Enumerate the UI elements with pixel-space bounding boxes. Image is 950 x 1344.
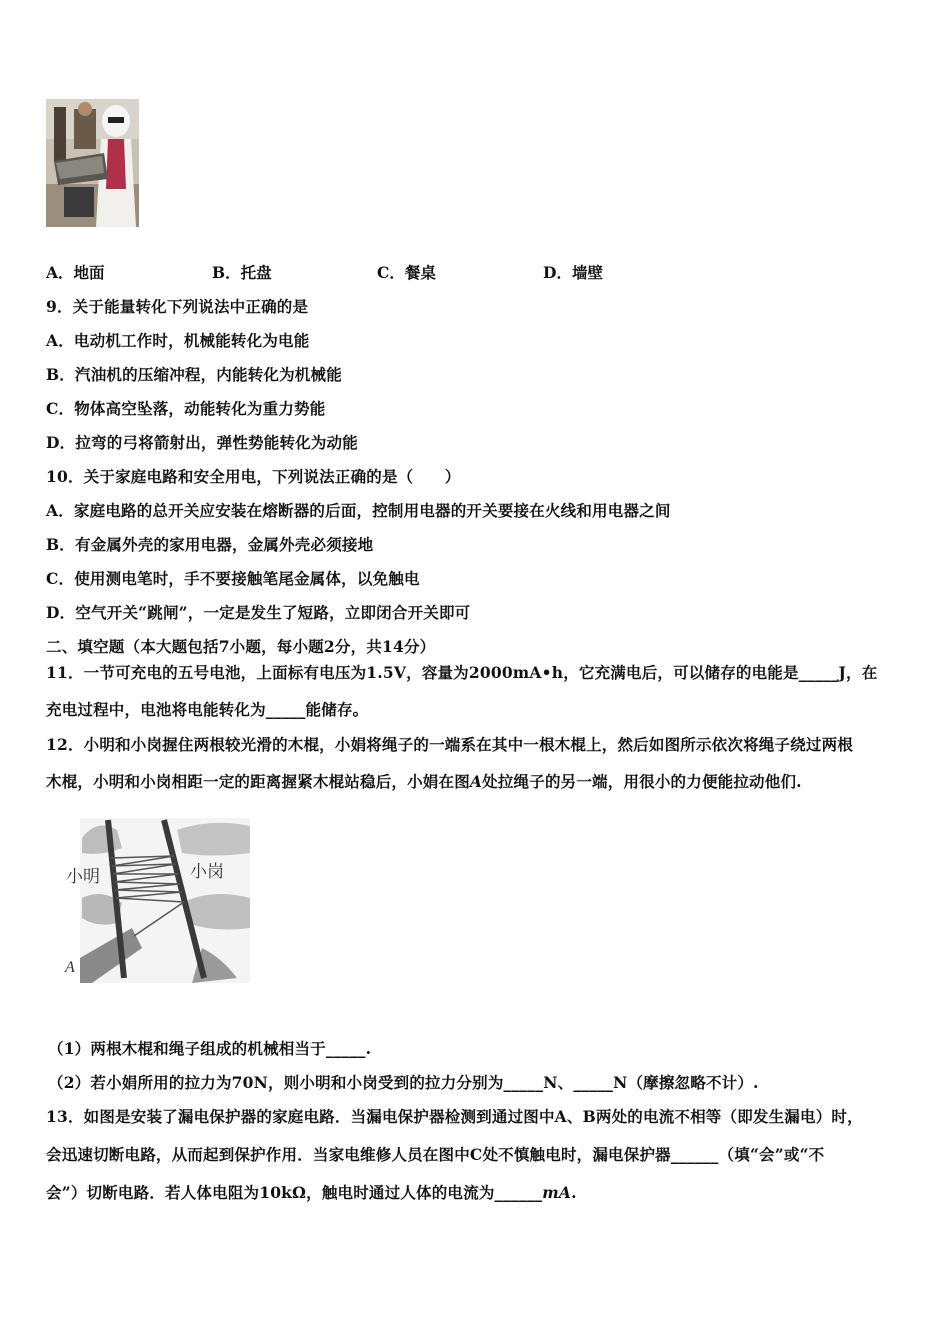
- q10-option-a: A．家庭电路的总开关应安装在熔断器的后面，控制用电器的开关要接在火线和用电器之间: [46, 501, 671, 520]
- robot-waiter-photo: [46, 99, 139, 227]
- q13-line2: 会迅速切断电路，从而起到保护作用．当家电维修人员在图中C处不慎触电时，漏电保护器______（填“会”或“不: [46, 1145, 825, 1164]
- q9-stem: 9．关于能量转化下列说法中正确的是: [46, 297, 309, 316]
- q12-sub2: （2）若小娟所用的拉力为70N，则小明和小岗受到的拉力分别为_____N、_____N（摩擦忽略不计）.: [48, 1073, 759, 1092]
- figure-label-xiaogang: 小岗: [190, 862, 224, 882]
- q12-line2: 木棍，小明和小岗相距一定的距离握紧木棍站稳后，小娟在图A处拉绳子的另一端，用很小的力便能拉动他们.: [46, 772, 802, 791]
- q8-option-d: D．墙壁: [543, 263, 603, 282]
- figure-label-a: A: [65, 959, 75, 976]
- q9-option-c: C．物体高空坠落，动能转化为重力势能: [46, 399, 326, 418]
- rope-sticks-figure: [62, 818, 250, 983]
- q10-option-b: B．有金属外壳的家用电器，金属外壳必须接地: [46, 535, 374, 554]
- q10-option-d: D．空气开关“跳闸”，一定是发生了短路，立即闭合开关即可: [46, 603, 471, 622]
- q12-line1: 12．小明和小岗握住两根较光滑的木棍，小娟将绳子的一端系在其中一根木棍上，然后如图所示依次将绳子绕过两根: [46, 735, 853, 754]
- q11-line1: 11．一节可充电的五号电池，上面标有电压为1.5V，容量为2000mA•h，它充满电后，可以储存的电能是_____J，在: [46, 663, 878, 682]
- q11-line2: 充电过程中，电池将电能转化为_____能储存。: [46, 700, 369, 719]
- section-heading: 二、填空题（本大题包括7小题，每小题2分，共14分）: [46, 637, 436, 656]
- q9-option-a: A．电动机工作时，机械能转化为电能: [46, 331, 310, 350]
- q8-option-c: C．餐桌: [377, 263, 436, 282]
- q13-line1: 13．如图是安装了漏电保护器的家庭电路．当漏电保护器检测到通过图中A、B两处的电流不相等（即发生漏电）时，: [46, 1107, 863, 1126]
- q9-option-b: B．汽油机的压缩冲程，内能转化为机械能: [46, 365, 342, 384]
- q8-option-b: B．托盘: [212, 263, 272, 282]
- q13-line3: 会”）切断电路．若人体电阻为10kΩ，触电时通过人体的电流为______mA.: [46, 1183, 577, 1202]
- q10-option-c: C．使用测电笔时，手不要接触笔尾金属体，以免触电: [46, 569, 420, 588]
- q10-stem: 10．关于家庭电路和安全用电，下列说法正确的是（ ）: [46, 467, 461, 486]
- figure-label-xiaoming: 小明: [66, 867, 100, 887]
- q8-option-a: A．地面: [46, 263, 105, 282]
- q12-sub1: （1）两根木棍和绳子组成的机械相当于_____.: [48, 1039, 372, 1058]
- q9-option-d: D．拉弯的弓将箭射出，弹性势能转化为动能: [46, 433, 358, 452]
